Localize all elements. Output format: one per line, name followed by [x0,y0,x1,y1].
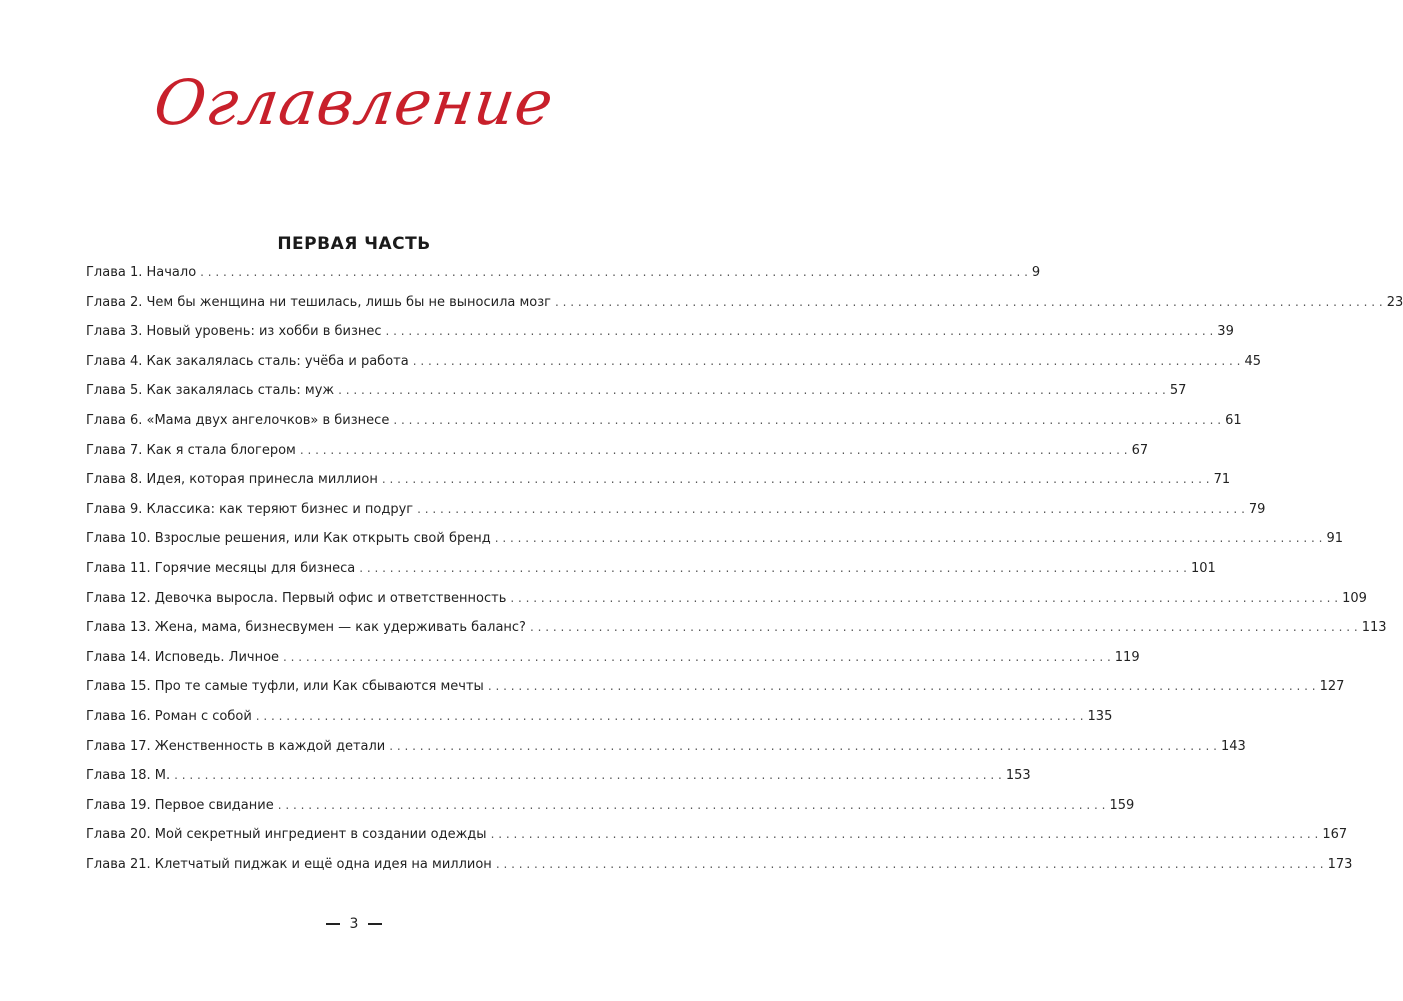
toc-entry-page: 143 [1221,738,1246,754]
toc-entry-title: Глава 17. Женственность в каждой детали [86,738,386,754]
table-of-contents [86,265,1403,886]
page-footer [0,916,708,932]
toc-entry [86,294,1403,325]
right-dash [368,923,382,925]
page-title: Оглавление [149,66,559,139]
dot-leader [555,295,1383,309]
section-heading: ПЕРВАЯ ЧАСТЬ [277,234,431,254]
toc-entry [86,649,1140,680]
dot-leader [283,650,1111,664]
dot-leader [496,857,1324,871]
dot-leader [174,768,1002,782]
toc-entry [86,412,1242,443]
toc-entry-title: Глава 8. Идея, которая принесла миллион [86,472,378,488]
toc-entry [86,827,1348,857]
toc-entry [86,620,1387,650]
toc-entry-page: 109 [1342,590,1367,606]
toc-entry-title: Глава 14. Исповедь. Личное [86,649,280,665]
dot-leader [413,354,1241,368]
toc-entry-page: 127 [1319,679,1345,695]
toc-entry-page: 67 [1131,442,1149,458]
dot-leader [491,827,1319,841]
toc-entry-title: Глава 20. Мой секретный ингредиент в создании одежды [86,827,487,843]
toc-entry-title: Глава 16. Роман с собой [86,708,252,724]
toc-entry [86,324,1234,354]
toc-entry-title: Глава 12. Девочка выросла. Первый офис и ответственность [86,590,507,606]
page-number: 3 [349,916,359,932]
toc-entry [86,560,1216,591]
dot-leader [488,679,1316,693]
toc-entry-page: 39 [1217,324,1234,340]
dot-leader [495,531,1323,545]
toc-entry-page: 153 [1005,768,1031,784]
dot-leader [393,413,1221,427]
toc-entry [86,472,1231,502]
toc-entry-page: 135 [1087,708,1113,724]
toc-entry-page: 101 [1191,560,1216,576]
toc-entry-title: Глава 4. Как закалялась сталь: учёба и работа [86,353,409,369]
toc-entry-title: Глава 18. М. [86,768,171,784]
dot-leader [200,265,1028,279]
toc-entry-title: Глава 5. Как закалялась сталь: муж [86,383,335,399]
dot-leader [300,443,1128,457]
toc-entry-page: 113 [1361,620,1387,636]
toc-entry [86,797,1135,828]
dot-leader [278,798,1106,812]
toc-entry-page: 9 [1031,265,1041,280]
toc-entry-page: 57 [1169,383,1187,399]
toc-entry [86,265,1041,295]
toc-entry-page: 79 [1248,501,1266,517]
toc-entry [86,531,1344,561]
toc-entry-title: Глава 15. Про те самые туфли, или Как сбываются мечты [86,679,484,695]
toc-entry [86,768,1031,798]
toc-entry-page: 45 [1244,353,1261,369]
dot-leader [382,472,1210,486]
toc-entry-title: Глава 7. Как я стала блогером [86,442,296,458]
toc-entry [86,353,1261,384]
toc-entry [86,442,1149,473]
toc-entry-page: 61 [1225,412,1242,428]
toc-entry-title: Глава 3. Новый уровень: из хобби в бизнес [86,324,382,340]
toc-entry [86,501,1266,532]
dot-leader [530,620,1358,634]
toc-entry-page: 159 [1109,797,1135,813]
toc-entry-page: 119 [1114,649,1140,665]
toc-entry-title: Глава 11. Горячие месяцы для бизнеса [86,560,356,576]
toc-entry-page: 167 [1322,827,1348,843]
dot-leader [510,591,1338,605]
toc-entry [86,856,1353,887]
dot-leader [389,739,1217,753]
toc-entry-page: 71 [1213,472,1231,488]
toc-entry-title: Глава 10. Взрослые решения, или Как открыть свой бренд [86,531,491,547]
toc-entry-page: 173 [1327,856,1353,872]
toc-entry-page: 23 [1386,294,1403,310]
toc-entry-page: 91 [1326,531,1344,547]
toc-entry [86,590,1367,621]
dot-leader [338,383,1166,397]
toc-entry [86,679,1345,709]
dot-leader [359,561,1187,575]
toc-entry-title: Глава 13. Жена, мама, бизнесвумен — как удерживать баланс? [86,620,526,636]
toc-entry-title: Глава 6. «Мама двух ангелочков» в бизнесе [86,412,390,428]
left-dash [326,923,340,925]
toc-entry [86,708,1113,739]
toc-entry [86,738,1246,769]
toc-entry-title: Глава 1. Начало [86,265,197,280]
toc-entry-title: Глава 2. Чем бы женщина ни тешилась, лишь бы не выносила мозг [86,294,551,310]
toc-entry [86,383,1187,413]
dot-leader [417,502,1245,516]
dot-leader [386,324,1214,338]
dot-leader [256,709,1084,723]
toc-entry-title: Глава 19. Первое свидание [86,797,274,813]
toc-entry-title: Глава 9. Классика: как теряют бизнес и подруг [86,501,414,517]
toc-entry-title: Глава 21. Клетчатый пиджак и ещё одна идея на миллион [86,856,492,872]
